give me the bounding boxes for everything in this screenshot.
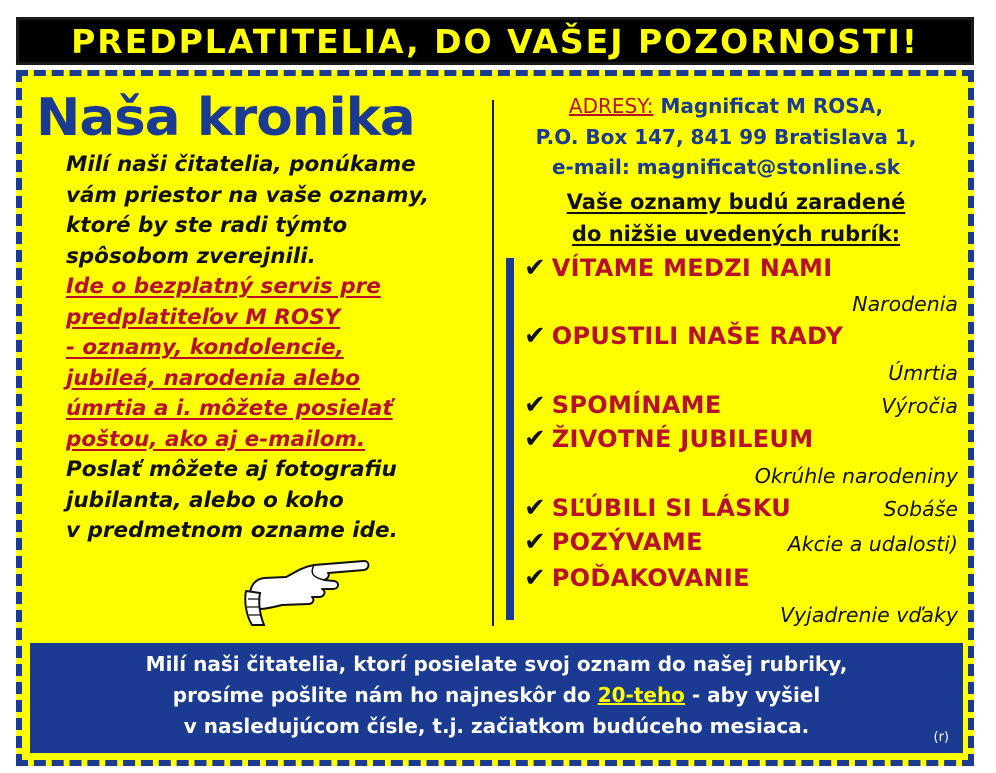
rubrika-item: [524, 321, 843, 351]
red-line: - oznamy, kondolencie,: [66, 335, 344, 360]
pointing-hand-icon: [242, 555, 372, 633]
address-block: [506, 91, 946, 183]
intro-line: Milí naši čitatelia, ponúkame: [66, 152, 416, 177]
oznamy-heading: [506, 186, 966, 250]
rubrika-sub: Okrúhle narodeniny: [754, 464, 958, 488]
bottom-line-2: [30, 680, 963, 711]
rubrika-item: [524, 527, 703, 557]
outro-line: v predmetnom ozname ide.: [66, 518, 398, 543]
column-divider: [492, 100, 494, 626]
check-icon: ✔: [524, 390, 546, 420]
rubrika-name: POĎAKOVANIE: [551, 564, 750, 592]
check-icon: ✔: [524, 493, 546, 523]
red-line: úmrtia a i. môžete posielať: [66, 396, 393, 421]
rubrika-item: [524, 424, 813, 454]
header-banner: [16, 17, 974, 65]
check-icon: ✔: [524, 424, 546, 454]
outro-line: jubilanta, alebo o koho: [66, 487, 344, 513]
red-line: predplatiteľov M ROSY: [66, 304, 341, 330]
intro-line: vám priestor na vaše oznamy,: [66, 182, 429, 208]
rubrika-name: ŽIVOTNÉ JUBILEUM: [551, 425, 814, 453]
check-icon: ✔: [524, 253, 546, 283]
address-name: Magnificat M ROSA,: [660, 94, 884, 118]
red-line: jubileá, narodenia alebo: [66, 365, 360, 391]
rubrika-name: OPUSTILI NAŠE RADY: [551, 322, 844, 350]
kronika-title: Naša kronika: [36, 88, 415, 148]
red-line: Ide o bezplatný servis pre: [66, 274, 381, 299]
address-line-2: P.O. Box 147, 841 99 Bratislava 1,: [535, 124, 917, 149]
address-label: ADRESY:: [568, 94, 654, 118]
rubrika-sub: Narodenia: [852, 292, 958, 316]
oznamy-line-2: do nižšie uvedených rubrík:: [571, 222, 901, 246]
bottom-notice: [30, 643, 963, 753]
deadline-highlight: 20-teho: [597, 683, 685, 707]
rubrika-name: POZÝVAME: [551, 528, 703, 556]
rubriky-bar: [506, 258, 514, 620]
rubrika-item: [524, 253, 832, 283]
intro-line: ktoré by ste radi týmto: [66, 213, 348, 238]
rubrika-name: SPOMÍNAME: [551, 391, 722, 419]
oznamy-line-1: Vaše oznamy budú zaradené: [566, 190, 906, 214]
address-email: e-mail: magnificat@stonline.sk: [551, 155, 901, 179]
rubrika-sub: Úmrtia: [888, 361, 958, 385]
check-icon: ✔: [524, 527, 546, 557]
kronika-text: [66, 150, 486, 547]
rubrika-sub: Sobáše: [883, 497, 958, 521]
rubrika-sub: Vyjadrenie vďaky: [780, 603, 958, 627]
rubrika-name: SĽÚBILI SI LÁSKU: [551, 494, 791, 522]
check-icon: ✔: [524, 563, 546, 593]
rubrika-sub: Akcie a udalosti): [787, 532, 958, 556]
rubrika-item: [524, 390, 722, 420]
bottom-line-3: v nasledujúcom čísle, t.j. začiatkom budúceho mesiaca.: [183, 714, 810, 738]
rubrika-item: [524, 493, 791, 523]
intro-line: spôsobom zverejnili.: [66, 243, 316, 269]
address-line-1: [506, 91, 946, 122]
bottom-line-1: Milí naši čitatelia, ktorí posielate svoj oznam do našej rubriky,: [145, 652, 848, 676]
check-icon: ✔: [524, 321, 546, 351]
bottom-line-2b: - aby vyšiel: [684, 683, 821, 707]
rubrika-sub: Výročia: [881, 394, 958, 418]
rubrika-name: VÍTAME MEDZI NAMI: [551, 254, 833, 282]
red-line: poštou, ako aj e-mailom.: [66, 426, 366, 452]
bottom-line-2a: prosíme pošlite nám ho najneskôr do: [172, 683, 598, 707]
rubrika-item: [524, 563, 750, 593]
bottom-text: [30, 649, 963, 742]
header-title: PREDPLATITELIA, DO VAŠEJ POZORNOSTI!: [71, 21, 919, 61]
outro-line: Poslať môžete aj fotografiu: [66, 457, 397, 482]
signature: (r): [933, 730, 949, 745]
